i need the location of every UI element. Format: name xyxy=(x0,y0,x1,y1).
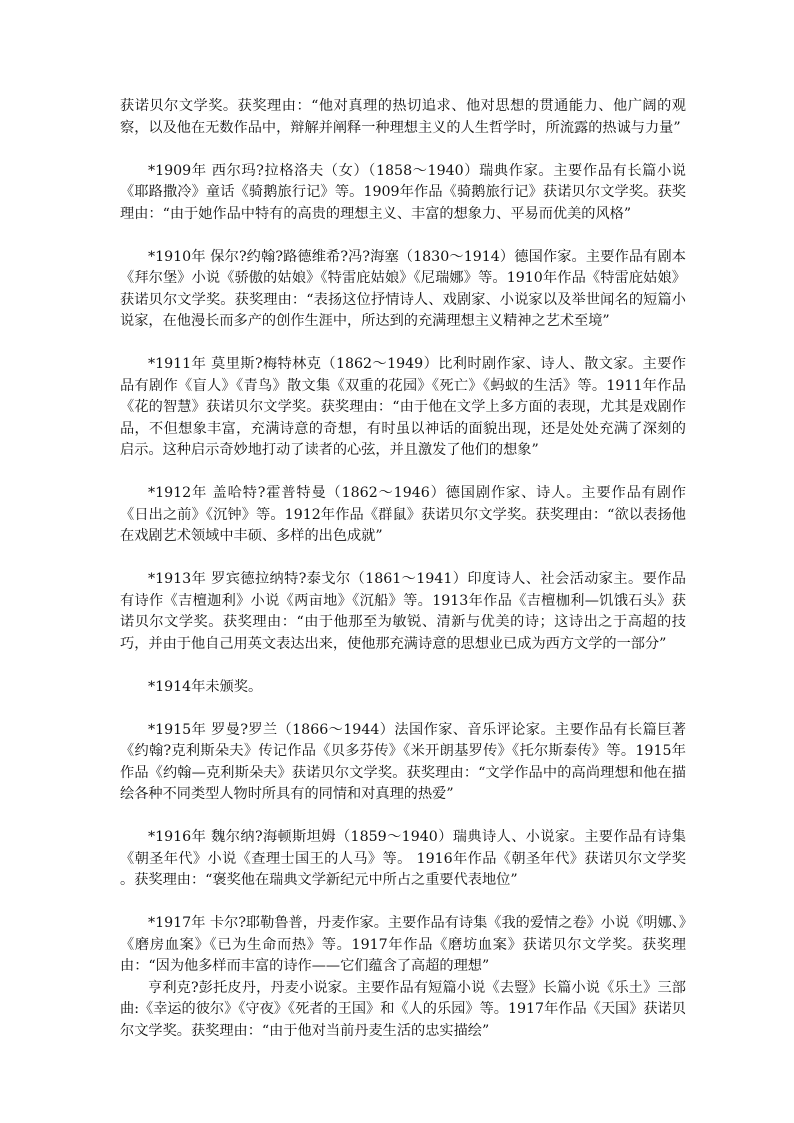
paragraph-1917-pontoppidan: 亨利克?彭托皮丹，丹麦小说家。主要作品有短篇小说《去豎》长篇小说《乐土》三部曲:《幸运的彼尔》《守夜》《死者的王国》和《人的乐园》等。1917年作品《天国》获诺贝尔文学奖。获奖理由：“由于他对当前丹麦生活的忠实描绘” xyxy=(120,979,686,1039)
paragraph-1911: *1911年 莫里斯?梅特林克（1862～1949）比利时剧作家、诗人、散文家。主要作品有剧作《盲人》《青鸟》散文集《双重的花园》《死亡》《蚂蚁的生活》等。1911年作品《花的智慧》获诺贝尔文学奖。获奖理由：“由于他在文学上多方面的表现，尤其是戏剧作品，不但想象丰富，充满诗意的奇想，有时虽以神话的面貌出现，还是处处充满了深刻的启示。这种启示奇妙地打动了读者的心弦，并且激发了他们的想象” xyxy=(120,356,686,458)
document-body xyxy=(120,96,686,1064)
paragraph-1917-gjellerup: *1917年 卡尔?耶勒鲁普，丹麦作家。主要作品有诗集《我的爱情之卷》小说《明娜、》《磨房血案》《已为生命而热》等。1917年作品《磨坊血案》获诺贝尔文学奖。获奖理由：“因为他多样而丰富的诗作——它们蕴含了高超的理想” xyxy=(120,915,686,974)
paragraph-1909: *1909年 西尔玛?拉格洛夫（女）（1858～1940）瑞典作家。主要作品有长篇小说《耶路撒冷》童话《骑鹅旅行记》等。1909年作品《骑鹅旅行记》获诺贝尔文学奖。获奖理由：“由于她作品中特有的高贵的理想主义、丰富的想象力、平易而优美的风格” xyxy=(120,162,686,222)
paragraph-1916: *1916年 魏尔纳?海顿斯坦姆（1859～1940）瑞典诗人、小说家。主要作品有诗集《朝圣年代》小说《查理士国王的人马》等。 1916年作品《朝圣年代》获诺贝尔文学奖 。获奖理由：“褒奖他在瑞典文学新纪元中所占之重要代表地位” xyxy=(120,829,686,888)
paragraph-1914: *1914年未颁奖。 xyxy=(148,678,263,695)
paragraph-1913: *1913年 罗宾德拉纳特?泰戈尔（1861～1941）印度诗人、社会活动家主。要作品有诗作《吉檀迦利》小说《两亩地》《沉船》等。1913年作品《吉檀枷利—饥饿石头》获诺贝尔文学奖。获奖理由：“由于他那至为敏锐、清新与优美的诗；这诗出之于高超的技巧，并由于他自己用英文表达出来，使他那充满诗意的思想业已成为西方文学的一部分” xyxy=(120,571,686,652)
paragraph-1910: *1910年 保尔?约翰?路德维希?冯?海塞（1830～1914）德国作家。主要作品有剧本《拜尔堡》小说《骄傲的姑娘》《特雷庇姑娘》《尼瑞娜》等。1910年作品《特雷庇姑娘》获诺贝尔文学奖。获奖理由：“表扬这位抒情诗人、戏剧家、小说家以及举世闻名的短篇小说家，在他漫长而多产的创作生涯中，所达到的充满理想主义精神之艺术至境” xyxy=(120,248,686,329)
paragraph-1908-continued: 获诺贝尔文学奖。获奖理由：“他对真理的热切追求、他对思想的贯通能力、他广阔的观察，以及他在无数作品中，辩解并阐释一种理想主义的人生哲学时，所流露的热诚与力量” xyxy=(120,98,686,136)
paragraph-1912: *1912年 盖哈特?霍普特曼（1862～1946）德国剧作家、诗人。主要作品有剧作《日出之前》《沉钟》等。1912年作品《群鼠》获诺贝尔文学奖。获奖理由：“欲以表扬他在戏剧艺术领域中丰硕、多样的出色成就” xyxy=(120,485,686,544)
paragraph-1915: *1915年 罗曼?罗兰（1866～1944）法国作家、音乐评论家。主要作品有长篇巨著《约翰?克利斯朵夫》传记作品《贝多芬传》《米开朗基罗传》《托尔斯泰传》等。1915年作品《约翰—克利斯朵夫》获诺贝尔文学奖。获奖理由：“文学作品中的高尚理想和他在描绘各种不同类型人物时所具有的同情和对真理的热爱” xyxy=(120,721,686,802)
